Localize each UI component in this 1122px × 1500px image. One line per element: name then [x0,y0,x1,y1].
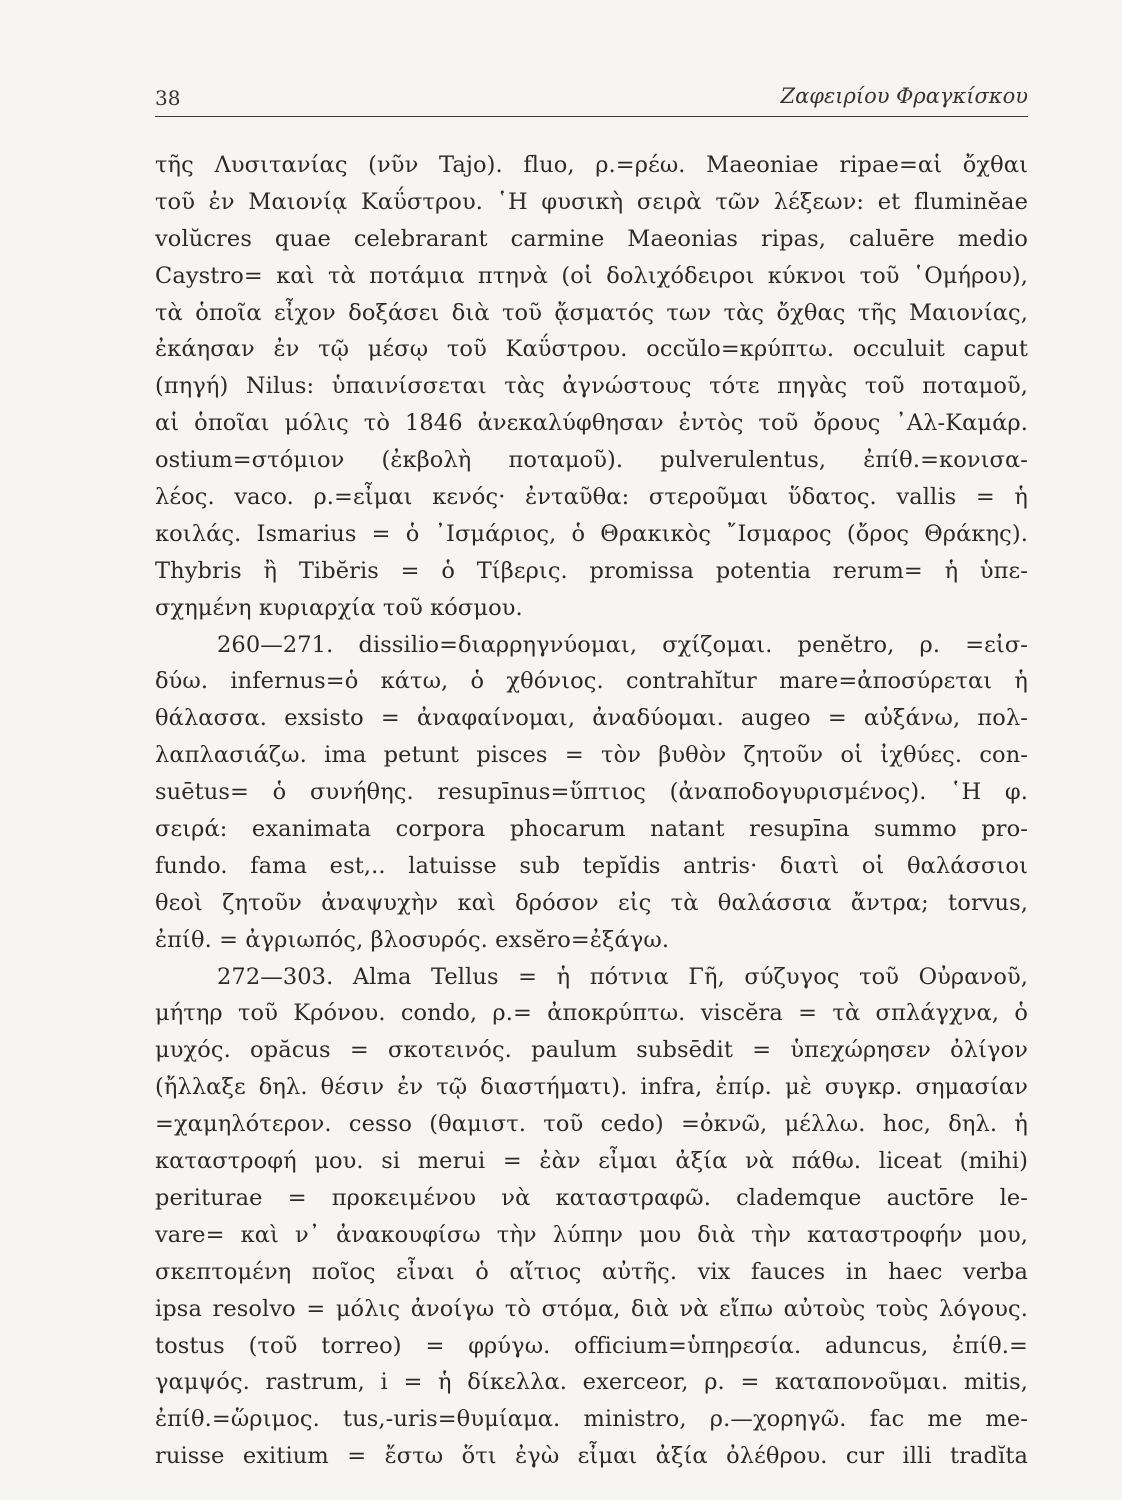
text-line: (ἤλλαξε δηλ. θέσιν ἐν τῷ διαστήματι). infra, ἐπίρ. μὲ συγκρ. σημασίαν [155,1074,1028,1101]
text-line: =χαμηλότερον. cesso (θαμιστ. τοῦ cedo) =ὀκνῶ, μέλλω. hoc, δηλ. ἡ [155,1111,1028,1138]
text-line: δύω. infernus=ὁ κάτω, ὁ χθόνιος. contrahĭtur mare=ἀποσύρεται ἡ [155,668,1028,695]
text-line: Thybris ἢ Tibĕris = ὁ Τίβερις. promissa potentia rerum= ἡ ὑπε- [155,557,1028,584]
text-line: τῆς Λυσιτανίας (νῦν Tajo). fluo, ρ.=ρέω. Maeoniae ripae=αἱ ὄχθαι [155,152,1028,178]
text-line: αἱ ὁποῖαι μόλις τὸ 1846 ἀνεκαλύφθησαν ἐντὸς τοῦ ὄρους ᾿Αλ-Καμάρ. [155,410,1028,437]
text-line: κοιλάς. Ismarius = ὁ ᾿Ισμάριος, ὁ Θρακικὸς ῎Ισμαρος (ὄρος Θράκης). [155,520,1028,547]
text-line: σχημένη κυριαρχία τοῦ κόσμου. [155,594,523,621]
text-line: λαπλασιάζω. ima petunt pisces = τὸν βυθὸν ζητοῦν οἱ ἰχθύες. con- [155,742,1028,769]
text-line: σειρά: exanimata corpora phocarum natant resupīna summo pro- [155,816,1028,843]
text-line: μήτηρ τοῦ Κρόνου. condo, ρ.= ἀποκρύπτω. viscĕra = τὰ σπλάγχνα, ὁ [155,1000,1028,1027]
text-line: καταστροφή μου. si merui = ἐὰν εἶμαι ἀξία νὰ πάθω. liceat (mihi) [155,1148,1028,1175]
text-line: ἐπίθ.=ὥριμος. tus,-uris=θυμίαμα. ministro, ρ.—χορηγῶ. fac me me- [155,1406,1028,1433]
text-line: Caystro= καὶ τὰ ποτάμια πτηνὰ (οἱ δολιχόδειροι κύκνοι τοῦ ῾Ομήρου), [155,262,1028,289]
text-line: ostium=στόμιον (ἐκβολὴ ποταμοῦ). pulverulentus, ἐπίθ.=κονισα- [155,447,1028,474]
text-line: ipsa resolvo = μόλις ἀνοίγω τὸ στόμα, διὰ νὰ εἴπω αὐτοὺς τοὺς λόγους. [155,1295,1028,1322]
text-line: γαμψός. rastrum, i = ἡ δίκελλα. exerceor, ρ. = καταπονοῦμαι. mitis, [155,1369,1028,1396]
text-line: ruisse exitium = ἔστω ὅτι ἐγὼ εἶμαι ἀξία ὀλέθρου. cur illi tradĭta [155,1443,1028,1470]
text-line: λέος. vaco. ρ.=εἶμαι κενός· ἐνταῦθα: στεροῦμαι ὕδατος. vallis = ἡ [155,484,1028,511]
text-line: σκεπτομένη ποῖος εἶναι ὁ αἴτιος αὐτῆς. vix fauces in haec verba [155,1258,1028,1285]
text-line: (πηγή) Nilus: ὑπαινίσσεται τὰς ἀγνώστους τότε πηγὰς τοῦ ποταμοῦ, [155,373,1028,400]
text-line: θάλασσα. exsisto = ἀναφαίνομαι, ἀναδύομαι. augeo = αὐξάνω, πολ- [155,705,1028,732]
page-header [155,82,1028,117]
text-line: suētus= ὁ συνήθης. resupīnus=ὕπτιος (ἀναποδογυρισμένος). ῾Η φ. [155,779,1028,806]
body-text [155,147,1028,1475]
text-line: τὰ ὁποῖα εἶχον δοξάσει διὰ τοῦ ᾄσματός των τὰς ὄχθας τῆς Μαιονίας, [155,299,1028,326]
text-line: θεοὶ ζητοῦν ἀναψυχὴν καὶ δρόσον εἰς τὰ θαλάσσια ἄντρα; torvus, [155,889,1028,916]
text-line: vare= καὶ ν᾿ ἀνακουφίσω τὴν λύπην μου διὰ τὴν καταστροφήν μου, [155,1221,1028,1248]
text-line: τοῦ ἐν Μαιονίᾳ Καΰστρου. ῾Η φυσικὴ σειρὰ τῶν λέξεων: et fluminĕae [155,188,1028,215]
text-line: ἐκάησαν ἐν τῷ μέσῳ τοῦ Καΰστρου. occŭlo=κρύπτω. occuluit caput [155,336,1028,363]
text-line: periturae = προκειμένου νὰ καταστραφῶ. clademque auctōre le- [155,1184,1028,1211]
text-line: fundo. fama est,.. latuisse sub tepĭdis antris· διατὶ οἱ θαλάσσιοι [155,852,1028,879]
text-line: ἐπίθ. = ἀγριωπός, βλοσυρός. exsĕro=ἐξάγω. [155,926,670,953]
text-line: tostus (τοῦ torreo) = φρύγω. officium=ὑπηρεσία. aduncus, ἐπίθ.= [155,1332,1028,1359]
running-title: Ζαφειρίου Φραγκίσκου [780,84,1028,108]
text-line: 260—271. dissilio=διαρρηγνύομαι, σχίζομαι. penĕtro, ρ. =εἰσ- [217,631,1028,658]
text-line: volŭcres quae celebrarant carmine Maeonias ripas, caluēre medio [155,225,1028,252]
page-number: 38 [155,86,181,110]
text-line: μυχός. opăcus = σκοτεινός. paulum subsēdit = ὑπεχώρησεν ὀλίγον [155,1037,1028,1064]
text-line: 272—303. Alma Tellus = ἡ πότνια Γῆ, σύζυγος τοῦ Οὐρανοῦ, [217,963,1028,990]
